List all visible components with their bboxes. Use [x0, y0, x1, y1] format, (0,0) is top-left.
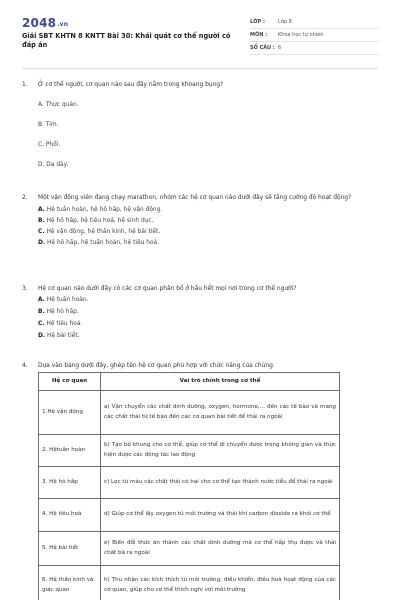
- option-b[interactable]: [38, 307, 378, 317]
- question-text: Dựa vào bảng dưới đây, ghép tên hệ cơ quan phù hợp với chức năng của chúng.: [38, 363, 275, 369]
- role-cell: b) Tạo bộ khung cho cơ thể, giúp cơ thể di chuyển được trong không gian và thực hiện được các động tác lao động: [101, 435, 340, 467]
- table-row: [39, 532, 340, 566]
- option-label: A.: [38, 102, 44, 108]
- option-label: B.: [38, 218, 45, 224]
- meta-value: Khoa học tự nhiên: [278, 32, 324, 38]
- option-label: D.: [38, 240, 46, 246]
- role-cell: a) Vận chuyển các chất dinh dưỡng, oxygen, hormone,... đến các tế bào và mang các chất thải từ tế bào đến các cơ quan bài tiết để thải ra ngoài: [101, 391, 340, 435]
- option-a[interactable]: [38, 295, 378, 305]
- role-cell: h) Thu nhận các kích thích từ môi trường; điều khiển, điều hoà hoạt động của các cơ quan, giúp cho cơ thể thích nghi với môi trường: [101, 566, 340, 600]
- meta-key: MÔN :: [250, 32, 268, 38]
- document-meta: [250, 16, 378, 55]
- option-a[interactable]: [38, 100, 378, 110]
- organ-cell: 1.Hệ vận động: [39, 391, 101, 435]
- option-text: Phổi.: [45, 142, 61, 148]
- header-divider: [22, 68, 378, 69]
- role-cell: c) Lọc từ máu các chất thải có hại cho cơ thể tạo thành nước tiểu để thải ra ngoài: [101, 467, 340, 499]
- organ-cell: 2. Hệtuần hoàn: [39, 435, 101, 467]
- option-label: C.: [38, 321, 45, 327]
- organ-cell: 4. Hệ tiêu hoá: [39, 499, 101, 532]
- option-label: A.: [38, 207, 45, 213]
- option-c[interactable]: [38, 140, 378, 150]
- question-number: 4.: [22, 363, 28, 369]
- question-2: [22, 193, 378, 248]
- question-text: Một vận động viên đang chạy marathon, nhóm các hệ cơ quan nào dưới đây sẽ tăng cường độ hoạt động?: [38, 195, 352, 201]
- organ-cell: 5. Hệ bài tiết: [39, 532, 101, 566]
- option-d[interactable]: [38, 238, 378, 248]
- option-text: Dạ dày.: [46, 162, 69, 168]
- table-row: [39, 499, 340, 532]
- meta-row-count: [250, 42, 378, 55]
- option-text: Thực quản.: [45, 102, 79, 108]
- role-cell: d) Giúp cơ thể lấy oxygen từ môi trường và thải khí carbon dioxide ra khỏi cơ thể: [101, 499, 340, 532]
- organ-cell: 6. Hệ thần kinh và giác quan: [39, 566, 101, 600]
- option-label: B.: [38, 122, 44, 128]
- table-row: [39, 467, 340, 499]
- question-number: 2.: [22, 195, 28, 201]
- meta-value: 6: [278, 45, 282, 51]
- question-text: Ở cơ thể người, cơ quan nào sau đây nằm trong khoang bụng?: [38, 82, 224, 88]
- question-number: 1.: [22, 82, 28, 88]
- option-label: C.: [38, 229, 45, 235]
- option-a[interactable]: [38, 205, 378, 215]
- option-label: A.: [38, 297, 45, 303]
- column-header-organ: Hệ cơ quan: [39, 373, 101, 391]
- option-text: Hệ hô hấp, hệ tiêu hoá, hệ sinh dục.: [46, 218, 154, 224]
- meta-key: LỚP :: [250, 19, 265, 25]
- question-4: [22, 361, 378, 371]
- question-3: [22, 284, 378, 341]
- option-b[interactable]: [38, 120, 378, 130]
- table-row: [39, 391, 340, 435]
- option-label: C.: [38, 142, 44, 148]
- meta-value: Lớp 8: [278, 19, 292, 25]
- logo-suffix: .vn: [57, 21, 69, 28]
- logo-text: 2048: [22, 16, 57, 30]
- option-text: Hệ vận động, hệ thần kinh, hệ bài tiết.: [46, 229, 161, 235]
- question-text: Hệ cơ quan nào dưới đây có các cơ quan phân bố ở hầu hết mọi nơi trong cơ thể người?: [38, 286, 297, 292]
- matching-table: [38, 372, 340, 600]
- option-label: B.: [38, 309, 45, 315]
- option-text: Hệ tuần hoàn.: [46, 297, 89, 303]
- option-d[interactable]: [38, 160, 378, 170]
- option-c[interactable]: [38, 227, 378, 237]
- option-b[interactable]: [38, 216, 378, 226]
- option-text: Hệ hô hấp, hệ tuần hoàn, hệ tiêu hoá.: [47, 240, 160, 246]
- question-number: 3.: [22, 286, 28, 292]
- table-header-row: [39, 373, 340, 391]
- option-text: Tim.: [45, 122, 59, 128]
- document-header: [22, 16, 378, 64]
- meta-row-class: [250, 16, 378, 29]
- column-header-role: Vai trò chính trong cơ thể: [101, 373, 340, 391]
- meta-key: SỐ CÂU :: [250, 45, 275, 51]
- table-row: [39, 566, 340, 600]
- meta-row-subject: [250, 29, 378, 42]
- option-text: Hệ hô hấp.: [46, 309, 79, 315]
- option-c[interactable]: [38, 319, 378, 329]
- option-text: Hệ tiêu hoá.: [46, 321, 83, 327]
- organ-cell: 3. Hệ hô hấp: [39, 467, 101, 499]
- role-cell: e) Biến đổi thức ăn thành các chất dinh dưỡng mà cơ thể hấp thụ được và thải chất bã ra ngoài: [101, 532, 340, 566]
- site-logo[interactable]: [22, 16, 68, 30]
- table-row: [39, 435, 340, 467]
- question-1: [22, 80, 378, 170]
- option-label: D.: [38, 333, 46, 339]
- option-text: Hệ bài tiết.: [47, 333, 80, 339]
- option-text: Hệ tuần hoàn, hệ hô hấp, hệ vận động.: [46, 207, 163, 213]
- document-title: Giải SBT KHTN 8 KNTT Bài 30: Khái quát cơ thể người có đáp án: [22, 32, 231, 49]
- option-label: D.: [38, 162, 45, 168]
- option-d[interactable]: [38, 331, 378, 341]
